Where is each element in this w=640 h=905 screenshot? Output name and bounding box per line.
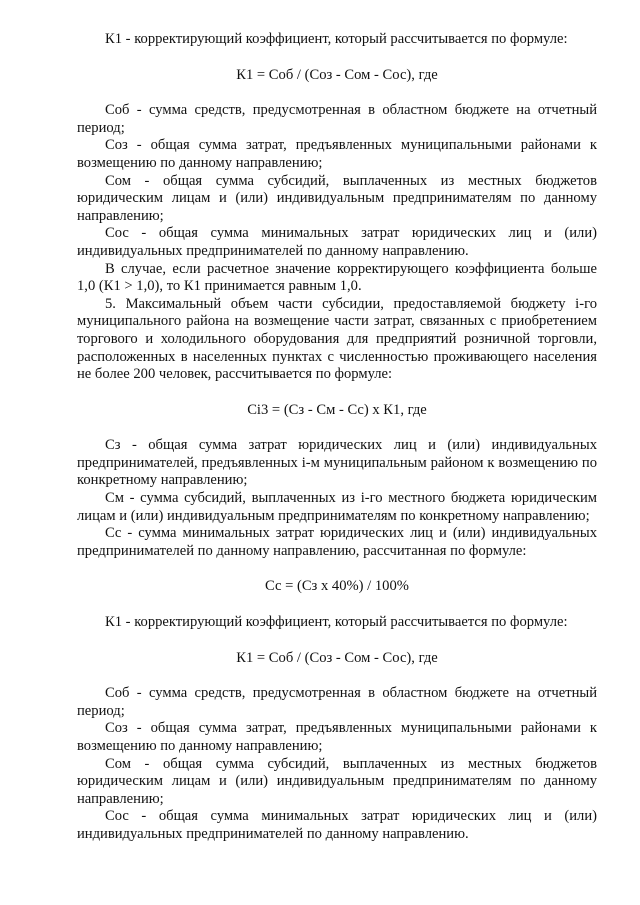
k1-intro-paragraph: К1 - корректирующий коэффициент, который рассчитывается по формуле:: [105, 31, 568, 47]
sos-definition: Сос - общая сумма минимальных затрат юридических лиц и (или) индивидуальных предпринимателей по данному направлению.: [77, 225, 597, 259]
sob-definition: Соб - сумма средств, предусмотренная в областном бюджете на отчетный период;: [77, 102, 597, 136]
k1-intro-paragraph-repeat: К1 - корректирующий коэффициент, который рассчитывается по формуле:: [105, 614, 568, 631]
soz-definition: Соз - общая сумма затрат, предъявленных муниципальными районами к возмещению по данному направлению;: [77, 137, 597, 171]
k1-limit-paragraph: В случае, если расчетное значение корректирующего коэффициента больше 1,0 (К1 > 1,0), то К1 принимается равным 1,0.: [77, 260, 597, 295]
ci3-formula: Сi3 = (Сз - См - Сс) х К1, где: [247, 401, 427, 418]
item-5-paragraph: 5. Максимальный объем части субсидии, предоставляемой бюджету i-го муниципального района на возмещение части затрат, связанных с приобретением торгового и холодильного оборудования для предприятий розничной торговли, расположенных в населенных пунктах с численностью проживающего населения не более 200 человек, рассчитывается по формуле:: [77, 295, 597, 383]
sob-definition-repeat: Соб - сумма средств, предусмотренная в областном бюджете на отчетный период;: [77, 685, 597, 719]
som-definition: Сом - общая сумма субсидий, выплаченных из местных бюджетов юридическим лицам и (или) индивидуальным предпринимателям по данному направлению;: [77, 172, 597, 224]
sos-definition-repeat: Сос - общая сумма минимальных затрат юридических лиц и (или) индивидуальных предпринимателей по данному направлению.: [77, 808, 597, 842]
soz-definition-repeat: Соз - общая сумма затрат, предъявленных муниципальными районами к возмещению по данному направлению;: [77, 720, 597, 754]
document-page: [77, 31, 597, 844]
sz-definition: Сз - общая сумма затрат юридических лиц и (или) индивидуальных предпринимателей, предъявленных i-м муниципальным районом к возмещению по конкретному направлению;: [77, 437, 597, 489]
k1-formula: К1 = Соб / (Соз - Сом - Сос), где: [236, 66, 438, 83]
som-definition-repeat: Сом - общая сумма субсидий, выплаченных из местных бюджетов юридическим лицам и (или) индивидуальным предпринимателям по данному направлению;: [77, 755, 597, 807]
ss-formula: Сс = (Сз х 40%) / 100%: [265, 578, 409, 595]
ss-definition: Сс - сумма минимальных затрат юридических лиц и (или) индивидуальных предпринимателей по данному направлению, рассчитанная по формуле:: [77, 525, 597, 559]
sm-definition: См - сумма субсидий, выплаченных из i-го местного бюджета юридическим лицам и (или) индивидуальным предпринимателям по конкретному направлению;: [77, 490, 597, 524]
k1-formula-repeat: К1 = Соб / (Соз - Сом - Сос), где: [236, 649, 438, 666]
